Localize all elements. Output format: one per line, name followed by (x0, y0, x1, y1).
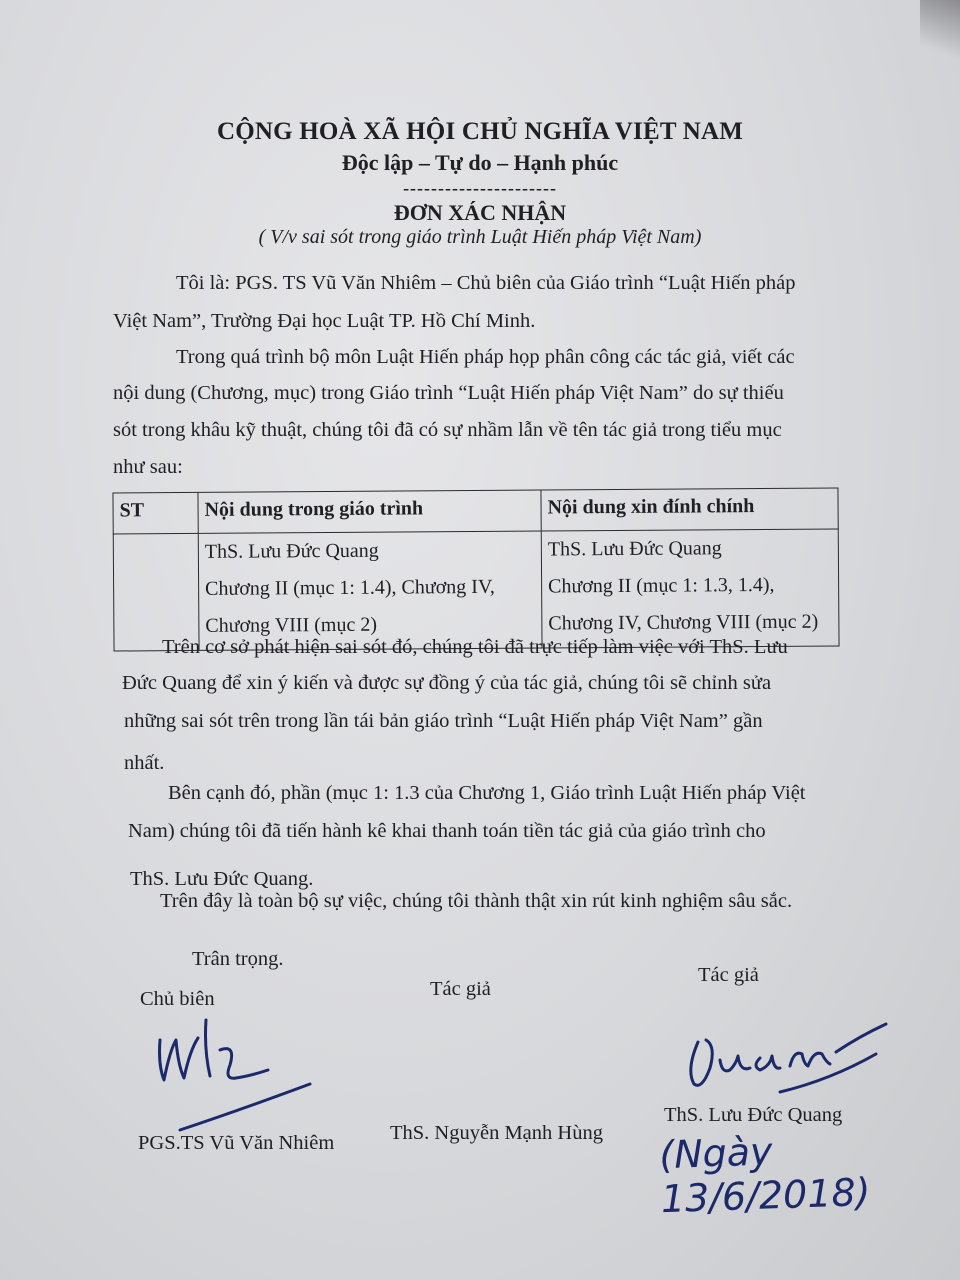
paragraph-line: nhất. (124, 752, 165, 774)
closing-line: Trân trọng. (192, 948, 284, 970)
country-heading: CỘNG HOÀ XÃ HỘI CHỦ NGHĨA VIỆT NAM (216, 118, 744, 145)
cell-line: Chương II (mục 1: 1.3, 1.4), (548, 573, 775, 598)
cell-line: Chương VIII (mục 2) (205, 613, 378, 637)
table-header-original: Nội dung trong giáo trình (198, 490, 541, 533)
table-header-st: ST (113, 492, 198, 534)
motto-heading: Độc lập – Tự do – Hạnh phúc (341, 150, 619, 175)
paper-corner-shadow (920, 0, 960, 60)
document-subject: ( V/v sai sót trong giáo trình Luật Hiến pháp Việt Nam) (258, 226, 702, 248)
paragraph-line: như sau: (113, 456, 183, 478)
table-header-row (113, 488, 838, 534)
paragraph-line: Trên đây là toàn bộ sự việc, chúng tôi thành thật xin rút kinh nghiệm sâu sắc. (160, 890, 793, 912)
table-header-corrected: Nội dung xin đính chính (541, 488, 838, 531)
paragraph-line: Trong quá trình bộ môn Luật Hiến pháp họp phân công các tác giả, viết các (176, 346, 795, 368)
paragraph-line: Nam) chúng tôi đã tiến hành kê khai thanh toán tiền tác giả của giáo trình cho (128, 820, 766, 842)
editor-name: PGS.TS Vũ Văn Nhiêm (138, 1132, 335, 1154)
table-cell-corrected (541, 529, 839, 648)
table-row (113, 529, 839, 651)
author2-role: Tác giả (698, 964, 759, 986)
paragraph-line: nội dung (Chương, mục) trong Giáo trình “Luật Hiến pháp Việt Nam” do sự thiếu (113, 382, 784, 404)
correction-table (112, 487, 839, 651)
author1-role: Tác giả (430, 978, 491, 1000)
paragraph-line: Đức Quang để xin ý kiến và được sự đồng ý của tác giả, chúng tôi sẽ chỉnh sửa (122, 672, 772, 694)
paragraph-line: Tôi là: PGS. TS Vũ Văn Nhiêm – Chủ biên của Giáo trình “Luật Hiến pháp (176, 272, 796, 294)
paragraph-line: sót trong khâu kỹ thuật, chúng tôi đã có sự nhầm lẫn về tên tác giả trong tiểu mục (113, 419, 782, 441)
table-cell-original (198, 531, 542, 650)
author1-name: ThS. Nguyễn Mạnh Hùng (390, 1122, 603, 1144)
paragraph-line: ThS. Lưu Đức Quang. (130, 868, 314, 890)
handwritten-date: (Ngày 13/6/2018) (658, 1129, 872, 1222)
cell-line: ThS. Lưu Đức Quang (547, 537, 722, 561)
paragraph-line: Bên cạnh đó, phần (mục 1: 1.3 của Chương 1, Giáo trình Luật Hiến pháp Việt (168, 782, 806, 804)
paragraph-line: Trên cơ sở phát hiện sai sót đó, chúng tôi đã trực tiếp làm việc với ThS. Lưu (162, 636, 788, 658)
document-title: ĐƠN XÁC NHẬN (393, 200, 567, 225)
editor-role: Chủ biên (140, 988, 215, 1010)
paragraph-line: những sai sót trên trong lần tái bản giáo trình “Luật Hiến pháp Việt Nam” gần (124, 710, 763, 732)
cell-line: Chương II (mục 1: 1.4), Chương IV, (205, 575, 495, 600)
heading-separator: ---------------------- (403, 178, 557, 198)
author2-name: ThS. Lưu Đức Quang (664, 1104, 843, 1126)
editor-signature (140, 1010, 340, 1140)
author2-signature (680, 1010, 900, 1100)
table-cell-st (113, 533, 199, 651)
paragraph-line: Việt Nam”, Trường Đại học Luật TP. Hồ Chí Minh. (113, 310, 536, 332)
cell-line: ThS. Lưu Đức Quang (204, 539, 379, 563)
cell-line: Chương IV, Chương VIII (mục 2) (548, 610, 819, 635)
